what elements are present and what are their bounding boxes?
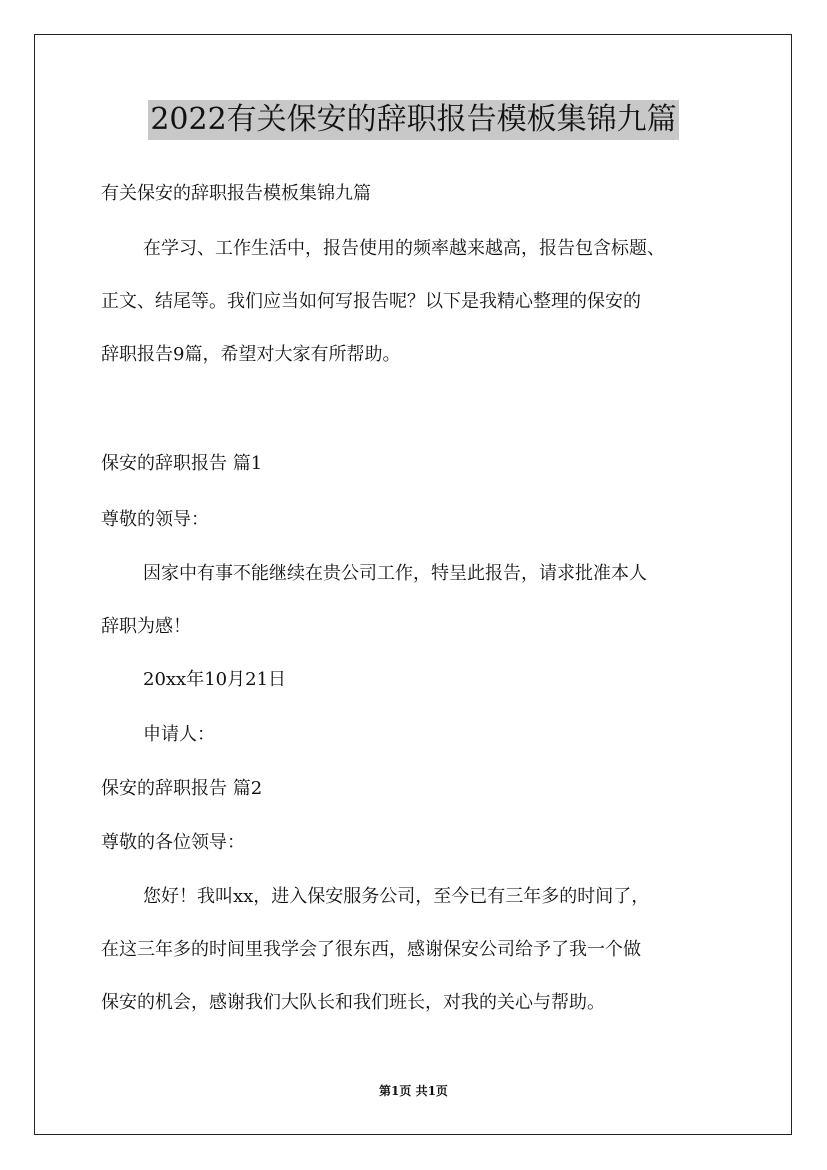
section1-date: 20xx年10月21日 [143, 669, 287, 690]
section1-body-line-1: 因家中有事不能继续在贵公司工作，特呈此报告，请求批准本人 [143, 563, 647, 584]
section1-heading: 保安的辞职报告 篇1 [101, 453, 263, 474]
document-title: 2022有关保安的辞职报告模板集锦九篇 [148, 100, 678, 140]
intro-line-1: 在学习、工作生活中，报告使用的频率越来越高，报告包含标题、 [143, 238, 665, 259]
section2-heading: 保安的辞职报告 篇2 [101, 778, 263, 799]
section2-body-line-1: 您好！我叫xx，进入保安服务公司，至今已有三年多的时间了， [143, 886, 650, 907]
page-footer: 第1页 共1页 [379, 1084, 448, 1098]
section1-applicant: 申请人： [143, 724, 215, 745]
title-container [0, 100, 827, 140]
section2-body-line-3: 保安的机会，感谢我们大队长和我们班长，对我的关心与帮助。 [101, 992, 605, 1013]
intro-line-2: 正文、结尾等。我们应当如何写报告呢？以下是我精心整理的保安的 [101, 291, 641, 312]
section1-salutation: 尊敬的领导： [101, 509, 209, 530]
section1-body-line-2: 辞职为感！ [101, 616, 191, 637]
section2-salutation: 尊敬的各位领导： [101, 832, 245, 853]
intro-line-3: 辞职报告9篇，希望对大家有所帮助。 [101, 344, 401, 365]
document-subtitle: 有关保安的辞职报告模板集锦九篇 [101, 183, 371, 204]
section2-body-line-2: 在这三年多的时间里我学会了很东西，感谢保安公司给予了我一个做 [101, 939, 641, 960]
